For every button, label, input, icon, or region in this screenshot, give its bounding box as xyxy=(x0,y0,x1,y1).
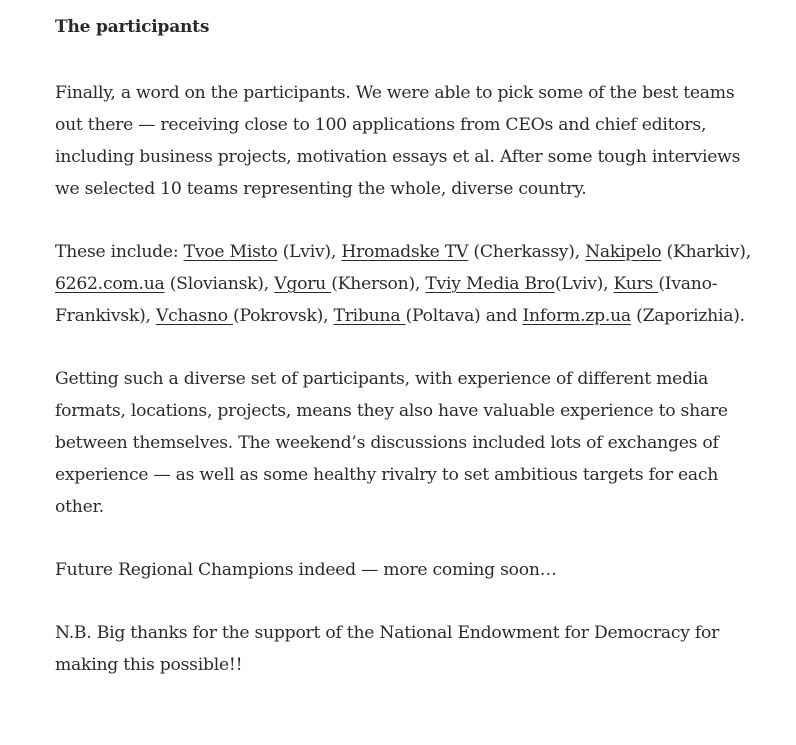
section-heading: The participants xyxy=(55,17,210,37)
link-inform-zp-ua[interactable]: Inform.zp.ua xyxy=(522,306,631,326)
paragraph-intro: Finally, a word on the participants. We were able to pick some of the best teams out there — receiving close to 100 applications from CEOs and chief editors, including business projects, motivation essays et al. After some tough interviews we selected 10 teams representing the whole, diverse country. xyxy=(55,83,741,199)
paragraph-diversity: Getting such a diverse set of participants, with experience of different media formats, locations, projects, means they also have valuable experience to share between themselves. The weekend’s discussions included lots of exchanges of experience — as well as some healthy rivalry to set ambitious targets for each other. xyxy=(55,369,728,517)
link-tribuna[interactable]: Tribuna xyxy=(333,306,406,326)
paragraph-teams xyxy=(55,236,755,332)
paragraph-thanks: N.B. Big thanks for the support of the National Endowment for Democracy for making this possible!! xyxy=(55,623,720,675)
team-location-text: (Kherson), xyxy=(331,274,426,294)
teams-intro-text: These include: xyxy=(55,242,184,262)
team-location-text: (Kharkiv), xyxy=(661,242,751,262)
team-location-text: (Ivano-Frankivsk), xyxy=(55,274,718,326)
team-location-text: (Lviv), xyxy=(277,242,342,262)
team-location-text: (Poltava) and xyxy=(405,306,523,326)
link-tviy-media-bro[interactable]: Tviy Media Bro xyxy=(425,274,555,294)
team-location-text: (Cherkassy), xyxy=(468,242,586,262)
link-hromadske-tv[interactable]: Hromadske TV xyxy=(341,242,469,262)
team-location-text: (Lviv), xyxy=(554,274,614,294)
team-location-text: (Zaporizhia). xyxy=(630,306,745,326)
link-nakipelo[interactable]: Nakipelo xyxy=(585,242,662,262)
team-location-text: (Pokrovsk), xyxy=(233,306,334,326)
link-vchasno[interactable]: Vchasno xyxy=(155,306,234,326)
team-location-text: (Sloviansk), xyxy=(164,274,275,294)
article-body xyxy=(55,14,755,681)
link-kurs[interactable]: Kurs xyxy=(613,274,659,294)
link-vgoru[interactable]: Vgoru xyxy=(274,274,332,294)
link-6262-com-ua[interactable]: 6262.com.ua xyxy=(55,274,165,294)
link-tvoe-misto[interactable]: Tvoe Misto xyxy=(183,242,278,262)
paragraph-future: Future Regional Champions indeed — more coming soon… xyxy=(55,560,557,580)
